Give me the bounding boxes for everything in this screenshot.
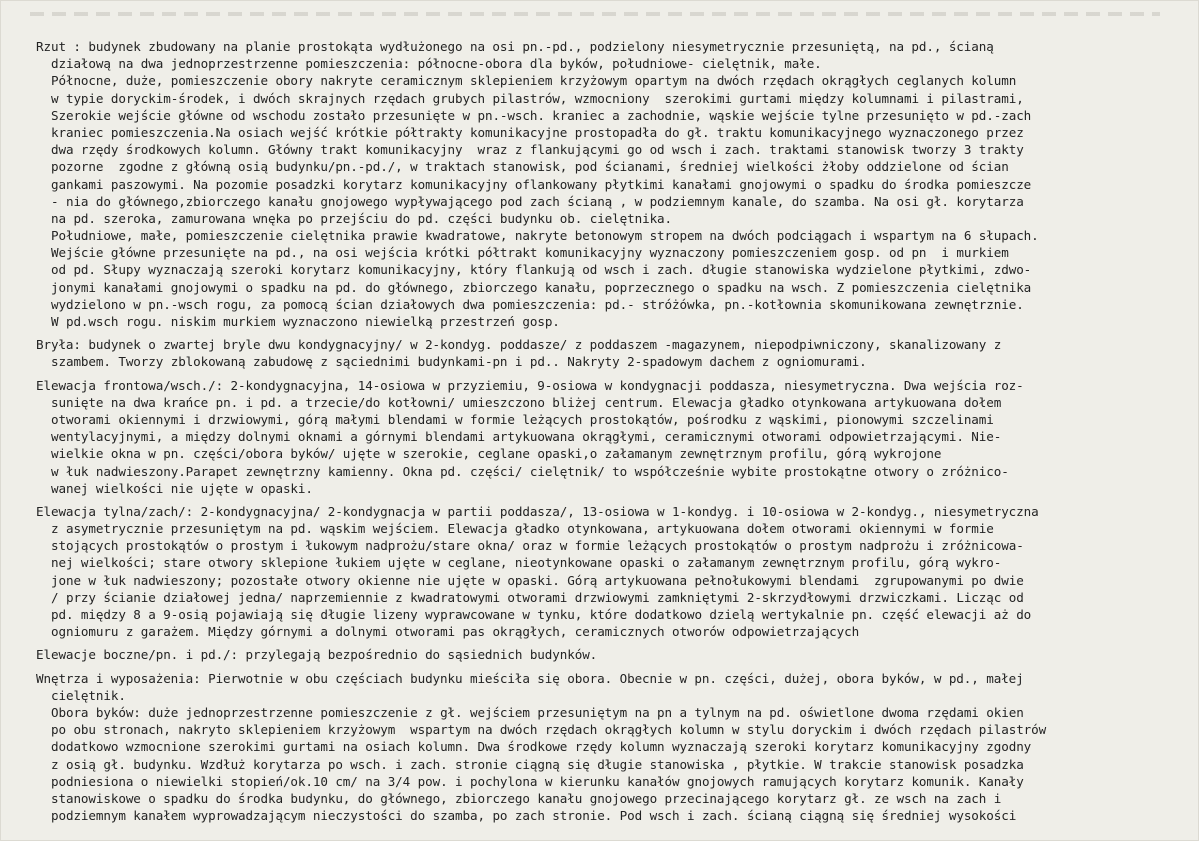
text-line: Obora byków: duże jednoprzestrzenne pomieszczenie z gł. wejściem przesuniętym na pn a tylnym na pd. oświetlone dwoma rzędami okien <box>51 704 1024 720</box>
text-line: - nia do głównego,zbiorczego kanału gnojowego wypływającego pod zach ścianą , w podziemnym kanale, do szamba. Na osi gł. korytarza <box>51 193 1024 209</box>
text-line: Rzut : budynek zbudowany na planie prostokąta wydłużonego na osi pn.-pd., podzielony niesymetrycznie przesuniętą, na pd., ścianą <box>36 39 994 54</box>
text-line: / przy ścianie działowej jedna/ naprzemiennie z kwadratowymi otworami drzwiowymi zamkniętymi 2-skrzydłowymi drzwiczkami. Licząc od <box>51 589 1024 605</box>
section-elewacja-tylna <box>36 503 1186 641</box>
text-line: cielętnik. <box>51 687 126 703</box>
text-line: gankami paszowymi. Na pozomie posadzki korytarz komunikacyjny oflankowany płytkimi kanałami gnojowymi o spadku do środka pomieszcze <box>51 176 1032 192</box>
text-line: na pd. szeroka, zamurowana wnęka po przejściu do pd. części budynku ob. cielętnika. <box>51 210 673 226</box>
text-line: kraniec pomieszczenia.Na osiach wejść krótkie półtrakty komunikacyjne prostopadła do gł. traktu komunikacyjnego wyznaczonego przez <box>51 124 1024 140</box>
text-line: podniesiona o niewielki stopień/ok.10 cm/ na 3/4 pow. i pochylona w kierunku kanałów gnojowych ramujących korytarz komunik. Kanały <box>51 773 1024 789</box>
text-line: pd. między 8 a 9-osią pojawiają się długie lizeny wyprawcowane w tynku, które dodatkowo dzielą wertykalnie pn. część elewacji aż do <box>51 607 1032 622</box>
text-line: jone w łuk nadwieszony; pozostałe otwory okienne nie ujęte w opaski. Górą artykuowana pełnołukowymi blendami zgrupowanymi po dwie <box>51 572 1024 588</box>
text-line: Elewacje boczne/pn. i pd./: przylegają bezpośrednio do sąsiednich budynków. <box>36 647 598 663</box>
text-line: wanej wielkości nie ujęte w opaski. <box>51 480 313 496</box>
text-line: pozorne zgodne z główną osią budynku/pn.-pd./, w traktach stanowisk, pod ścianami, średniej wielkości żłoby oddzielone od ścian <box>51 159 1009 175</box>
text-line: ogniomuru z garażem. Między górnymi a dolnymi otworami pas okrągłych, ceramicznych otworów odpowietrzających <box>51 624 860 640</box>
text-line: wydzielono w pn.-wsch rogu, za pomocą ścian działowych dwa pomieszczenia: pd.- stróżówka, pn.-kotłownia skomunikowana zewnętrznie. <box>51 296 1024 312</box>
text-line: Szerokie wejście główne od wschodu zostało przesunięte w pn.-wsch. kraniec a zachodnie, wąskie wejście tylne przesunięto w pd.-zach <box>51 107 1032 123</box>
typewritten-text-body <box>36 38 1186 824</box>
text-line: w łuk nadwieszony.Parapet zewnętrzny kamienny. Okna pd. części/ cielętnik/ to współcześnie wybite prostokątne otwory o zróżnico- <box>51 463 1009 479</box>
text-line: W pd.wsch rogu. niskim murkiem wyznaczono niewielką przestrzeń gosp. <box>51 314 560 329</box>
text-line: z asymetrycznie przesuniętym na pd. wąskim wejściem. Elewacja gładko otynkowana, artykuowana dołem otworami okiennymi w formie <box>51 521 994 537</box>
section-elewacje-boczne <box>36 646 1186 663</box>
section-wnetrza <box>36 670 1186 825</box>
text-line: sunięte na dwa krańce pn. i pd. a trzecie/do kotłowni/ umieszczono bliżej centrum. Elewacja gładko otynkowana artykuowana dołem <box>51 394 1002 410</box>
text-line: wielkie okna w pn. części/obora byków/ ujęte w szerokie, ceglane opaski,o załamanym zewnętrznym profilu, górą wykrojone <box>51 446 942 462</box>
text-line: wentylacyjnymi, a między dolnymi oknami a górnymi blendami artykuowana okrągłymi, ceramicznymi otworami odpowietrzającymi. Nie- <box>51 429 1002 445</box>
text-line: działową na dwa jednoprzestrzenne pomieszczenia: północne-obora dla byków, południowe- cielętnik, małe. <box>51 56 822 72</box>
text-line: Wejście główne przesunięte na pd., na osi wejścia krótki półtrakt komunikacyjny wyznaczony pomieszczeniem gosp. od pn i murkiem <box>51 245 1009 261</box>
section-rzut <box>36 38 1186 330</box>
section-elewacja-frontowa <box>36 377 1186 497</box>
text-line: Elewacja frontowa/wsch./: 2-kondygnacyjna, 14-osiowa w przyziemiu, 9-osiowa w kondygnacji poddasza, niesymetryczna. Dwa wejścia roz- <box>36 377 1024 393</box>
text-line: Wnętrza i wyposażenia: Pierwotnie w obu częściach budynku mieściła się obora. Obecnie w pn. części, dużej, obora byków, w pd., małej <box>36 670 1024 686</box>
text-line: stojących prostokątów o prostym i łukowym nadprożu/stare okna/ oraz w formie leżących prostokątów o prostym nadprożu i zróżnicowa- <box>51 538 1024 554</box>
text-line: jonymi kanałami gnojowymi o spadku na pd. do głównego, zbiorczego kanału, poprzecznego o spadku na wsch. Z pomieszczenia cielętnika <box>51 279 1032 295</box>
text-line: dodatkowo wzmocnione szerokimi gurtami na osiach kolumn. Dwa środkowe rzędy kolumn wyznaczają szeroki korytarz komunikacyjny zgodny <box>51 739 1032 755</box>
text-line: Elewacja tylna/zach/: 2-kondygnacyjna/ 2-kondygnacja w partii poddasza/, 13-osiowa w 1-kondyg. i 10-osiowa w 2-kondyg., niesymetryczna <box>36 503 1039 519</box>
text-line: od pd. Słupy wyznaczają szeroki korytarz komunikacyjny, który flankują od wsch i zach. długie stanowiska wydzielone płytkimi, zdwo- <box>51 262 1032 278</box>
text-line: szambem. Tworzy zblokowaną zabudowę z sąciednimi budynkami-pn i pd.. Nakryty 2-spadowym dachem z ogniomurami. <box>51 354 867 370</box>
text-line: w typie doryckim-środek, i dwóch skrajnych rzędach grubych pilastrów, wzmocniony szerokimi gurtami między kolumnami i pilastrami, <box>51 90 1024 106</box>
text-line: po obu stronach, nakryto sklepieniem krzyżowym wspartym na dwóch rzędach okrągłych kolumn w stylu doryckim i dwóch rzędach pilastrów <box>51 722 1047 738</box>
text-line: z osią gł. budynku. Wzdłuż korytarza po wsch. i zach. stronie ciągną się długie stanowiska , płytkie. W trakcie stanowisk posadzka <box>51 756 1024 772</box>
text-line: nej wielkości; stare otwory sklepione łukiem ujęte w ceglane, nieotynkowane opaski o załamanym zewnętrznym profilu, górą wykro- <box>51 555 1002 571</box>
text-line: stanowiskowe o spadku do środka budynku, do głównego, zbiorczego kanału gnojowego przecinającego korytarz gł. ze wsch na zach i <box>51 790 1002 806</box>
text-line: Południowe, małe, pomieszczenie cielętnika prawie kwadratowe, nakryte betonowym stropem na dwóch podciągach i wspartym na 6 słupach. <box>51 228 1039 244</box>
text-line: Północne, duże, pomieszczenie obory nakryte ceramicznym sklepieniem krzyżowym opartym na dwóch rzędach okrągłych ceglanych kolumn <box>51 73 1017 89</box>
section-bryla <box>36 336 1186 370</box>
faint-header-residue <box>30 12 1160 16</box>
text-line: podziemnym kanałem wyprowadzającym nieczystości do szamba, po zach stronie. Pod wsch i zach. ścianą ciągną się średniej wysokości <box>51 808 1017 824</box>
text-line: otworami okiennymi i drzwiowymi, górą małymi blendami w formie leżących prostokątów, pośrodku z wąskimi, pionowymi szczelinami <box>51 411 994 427</box>
text-line: Bryła: budynek o zwartej bryle dwu kondygnacyjny/ w 2-kondyg. poddasze/ z poddaszem -magazynem, niepodpiwniczony, skanalizowany z <box>36 337 1002 353</box>
text-line: dwa rzędy środkowych kolumn. Główny trakt komunikacyjny wraz z flankującymi go od wsch i zach. traktami stanowisk tworzy 3 trakty <box>51 142 1024 158</box>
